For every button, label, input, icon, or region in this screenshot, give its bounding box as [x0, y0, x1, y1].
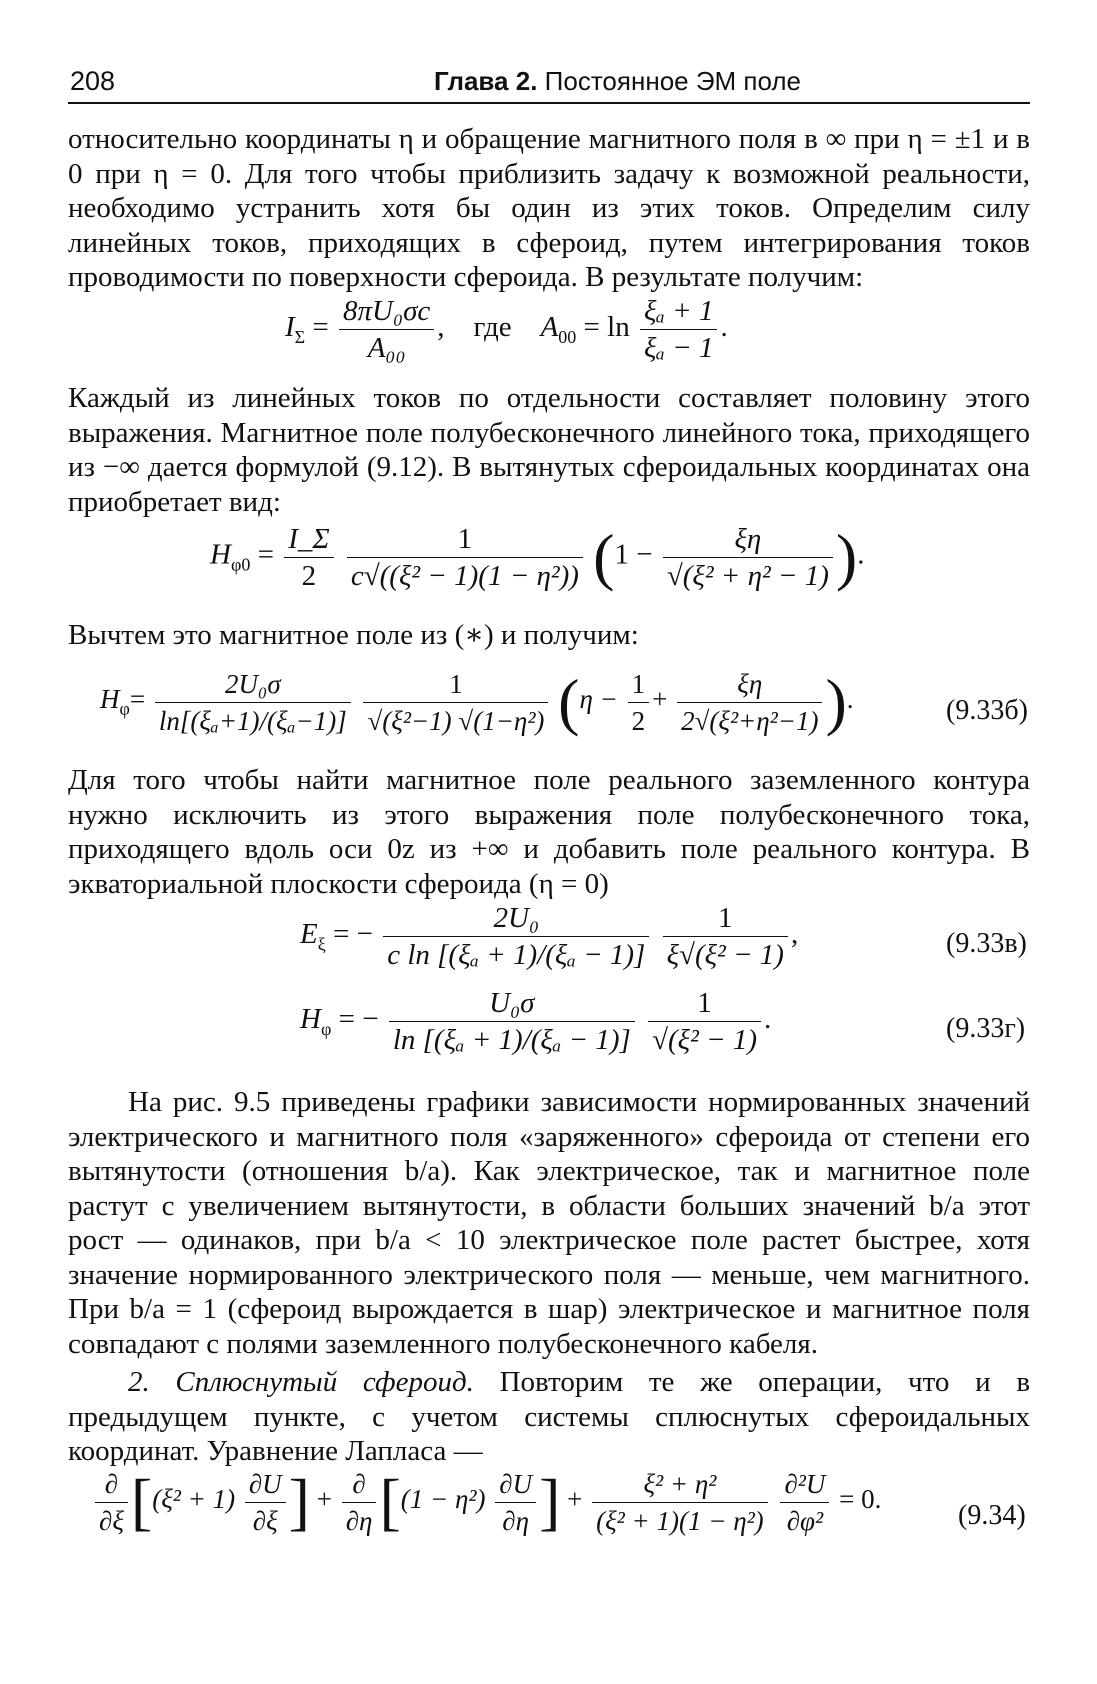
paragraph-2: Каждый из линейных токов по отдельности составляет половину этого выражения. Магнитное поле полубесконечного линейного тока, приходящего из −∞ дается формулой (9.12). В вытянутых сфероидальных координатах она приобретает вид: — [68, 382, 1030, 518]
fraction: $\frac{\text{ξₐ + 1}}{\text{ξₐ − 1}}$ — [640, 293, 717, 366]
equation-number: (9.33б) — [946, 695, 1028, 726]
paragraph-4: Для того чтобы найти магнитное поле реального заземленного контура нужно исключить из этого выражения поле полубесконечного тока, приходящего вдоль оси 0z из +∞ и добавить поле реального контура. В экваториальной плоскости сфероида (η = 0) — [68, 764, 1030, 900]
equation-number: (9.34) — [958, 1500, 1026, 1531]
paragraph-6: 2. Сплюснутый сфероид. Повторим те же операции, что и в предыдущем пункте, с учетом системы сплюснутых сфероидальных координат. Уравнение Лапласа — — [68, 1366, 1031, 1467]
equation-9-34: $\frac{\partial}{\partial\xi}$ [(ξ² + 1) $\frac{\partial U}{\partial\xi}$ ] + $\frac{\partial}{\partial\eta}$ [(1 − η²) $\frac{\partial U}{\partial\eta}$ ] + $\frac{\text{ξ² + η²}}{\text{(ξ² + 1)(1 − η²)}}$ $\frac{\text{∂²U}}{\text{∂φ²}}$ = 0. — [92, 1465, 881, 1539]
equation-h-phi0: $H_{\varphi 0}$ = $\frac{I\_\Sigma}{2}$ $\frac{1}{\text{c√((ξ² − 1)(1 − η²))}}$ (1 − $\frac{\xi\eta}{\text{√(ξ² + η² − 1)}}$ ). — [210, 521, 865, 592]
equation-number: (9.33в) — [946, 928, 1027, 959]
paragraph-3: Вычтем это магнитное поле из (∗) и получим: — [68, 619, 639, 651]
paragraph-1: относительно координаты η и обращение магнитного поля в ∞ при η = ±1 и в 0 при η = 0. Для того чтобы приблизить задачу к возможной реальности, необходимо устранить хотя бы один из этих токов. Определим силу линейных токов, приходящих в сфероид, путем интегрирования токов проводимости по поверхности сфероида. В результате получим: — [68, 123, 1030, 293]
paragraph-5: На рис. 9.5 приведены графики зависимости нормированных значений электрического и магнитного поля «заряженного» сфероида от степени его вытянутости (отношения b/a). Как электрическое, так и магнитное поле растут с увеличением вытянутости, в области больших значений b/a этот рост — одинаков, при b/a < 10 электрическое поле растет быстрее, хотя значение нормированного электрического поля — меньше, чем магнитного. При b/a = 1 (сфероид вырождается в шар) электрическое и магнитное поля совпадают с полями заземленного полубесконечного кабеля. — [68, 1086, 1030, 1360]
equation-current: $I_\Sigma$ = $\frac{\text{8πU₀σc}}{\text{A₀₀}}$ , где $A_{00} = \ln$ $\frac{\text{ξₐ + 1}}{\text{ξₐ − 1}}$ . — [285, 295, 728, 364]
equation-9-33b: $H_\varphi=$ $\frac{\text{2U₀σ}}{\text{ln[(ξₐ+1)/(ξₐ−1)]}}$ $\frac{1}{\text{√(ξ²−1) √(1−η²)}}$ (η − $\frac{1}{2}$ + $\frac{\xi\eta}{\text{2√(ξ²+η²−1)}}$ ). — [100, 666, 854, 737]
chapter-label: Глава 2. — [434, 66, 538, 96]
page-header — [68, 62, 1030, 104]
page-number: 208 — [70, 66, 116, 96]
equation-9-33g: $H_\varphi$ = − $\frac{\text{U₀σ}}{\text{ln [(ξₐ + 1)/(ξₐ − 1)]}}$ $\frac{1}{\text{√(ξ² − 1)}}$ . — [300, 987, 772, 1056]
equation-number: (9.33г) — [946, 1013, 1026, 1044]
equation-9-33v: $E_\xi$ = − $\frac{\text{2U₀}}{\text{c ln [(ξₐ + 1)/(ξₐ − 1)]}}$ $\frac{1}{\text{ξ√(ξ² − 1)}}$ , — [300, 902, 799, 971]
section-heading: 2. Сплюснутый сфероид. — [128, 1366, 474, 1398]
fraction: $\frac{\text{8πU₀σc}}{\text{A₀₀}}$ — [339, 293, 434, 366]
running-title — [434, 66, 801, 97]
chapter-title: Постоянное ЭМ поле — [544, 66, 802, 96]
